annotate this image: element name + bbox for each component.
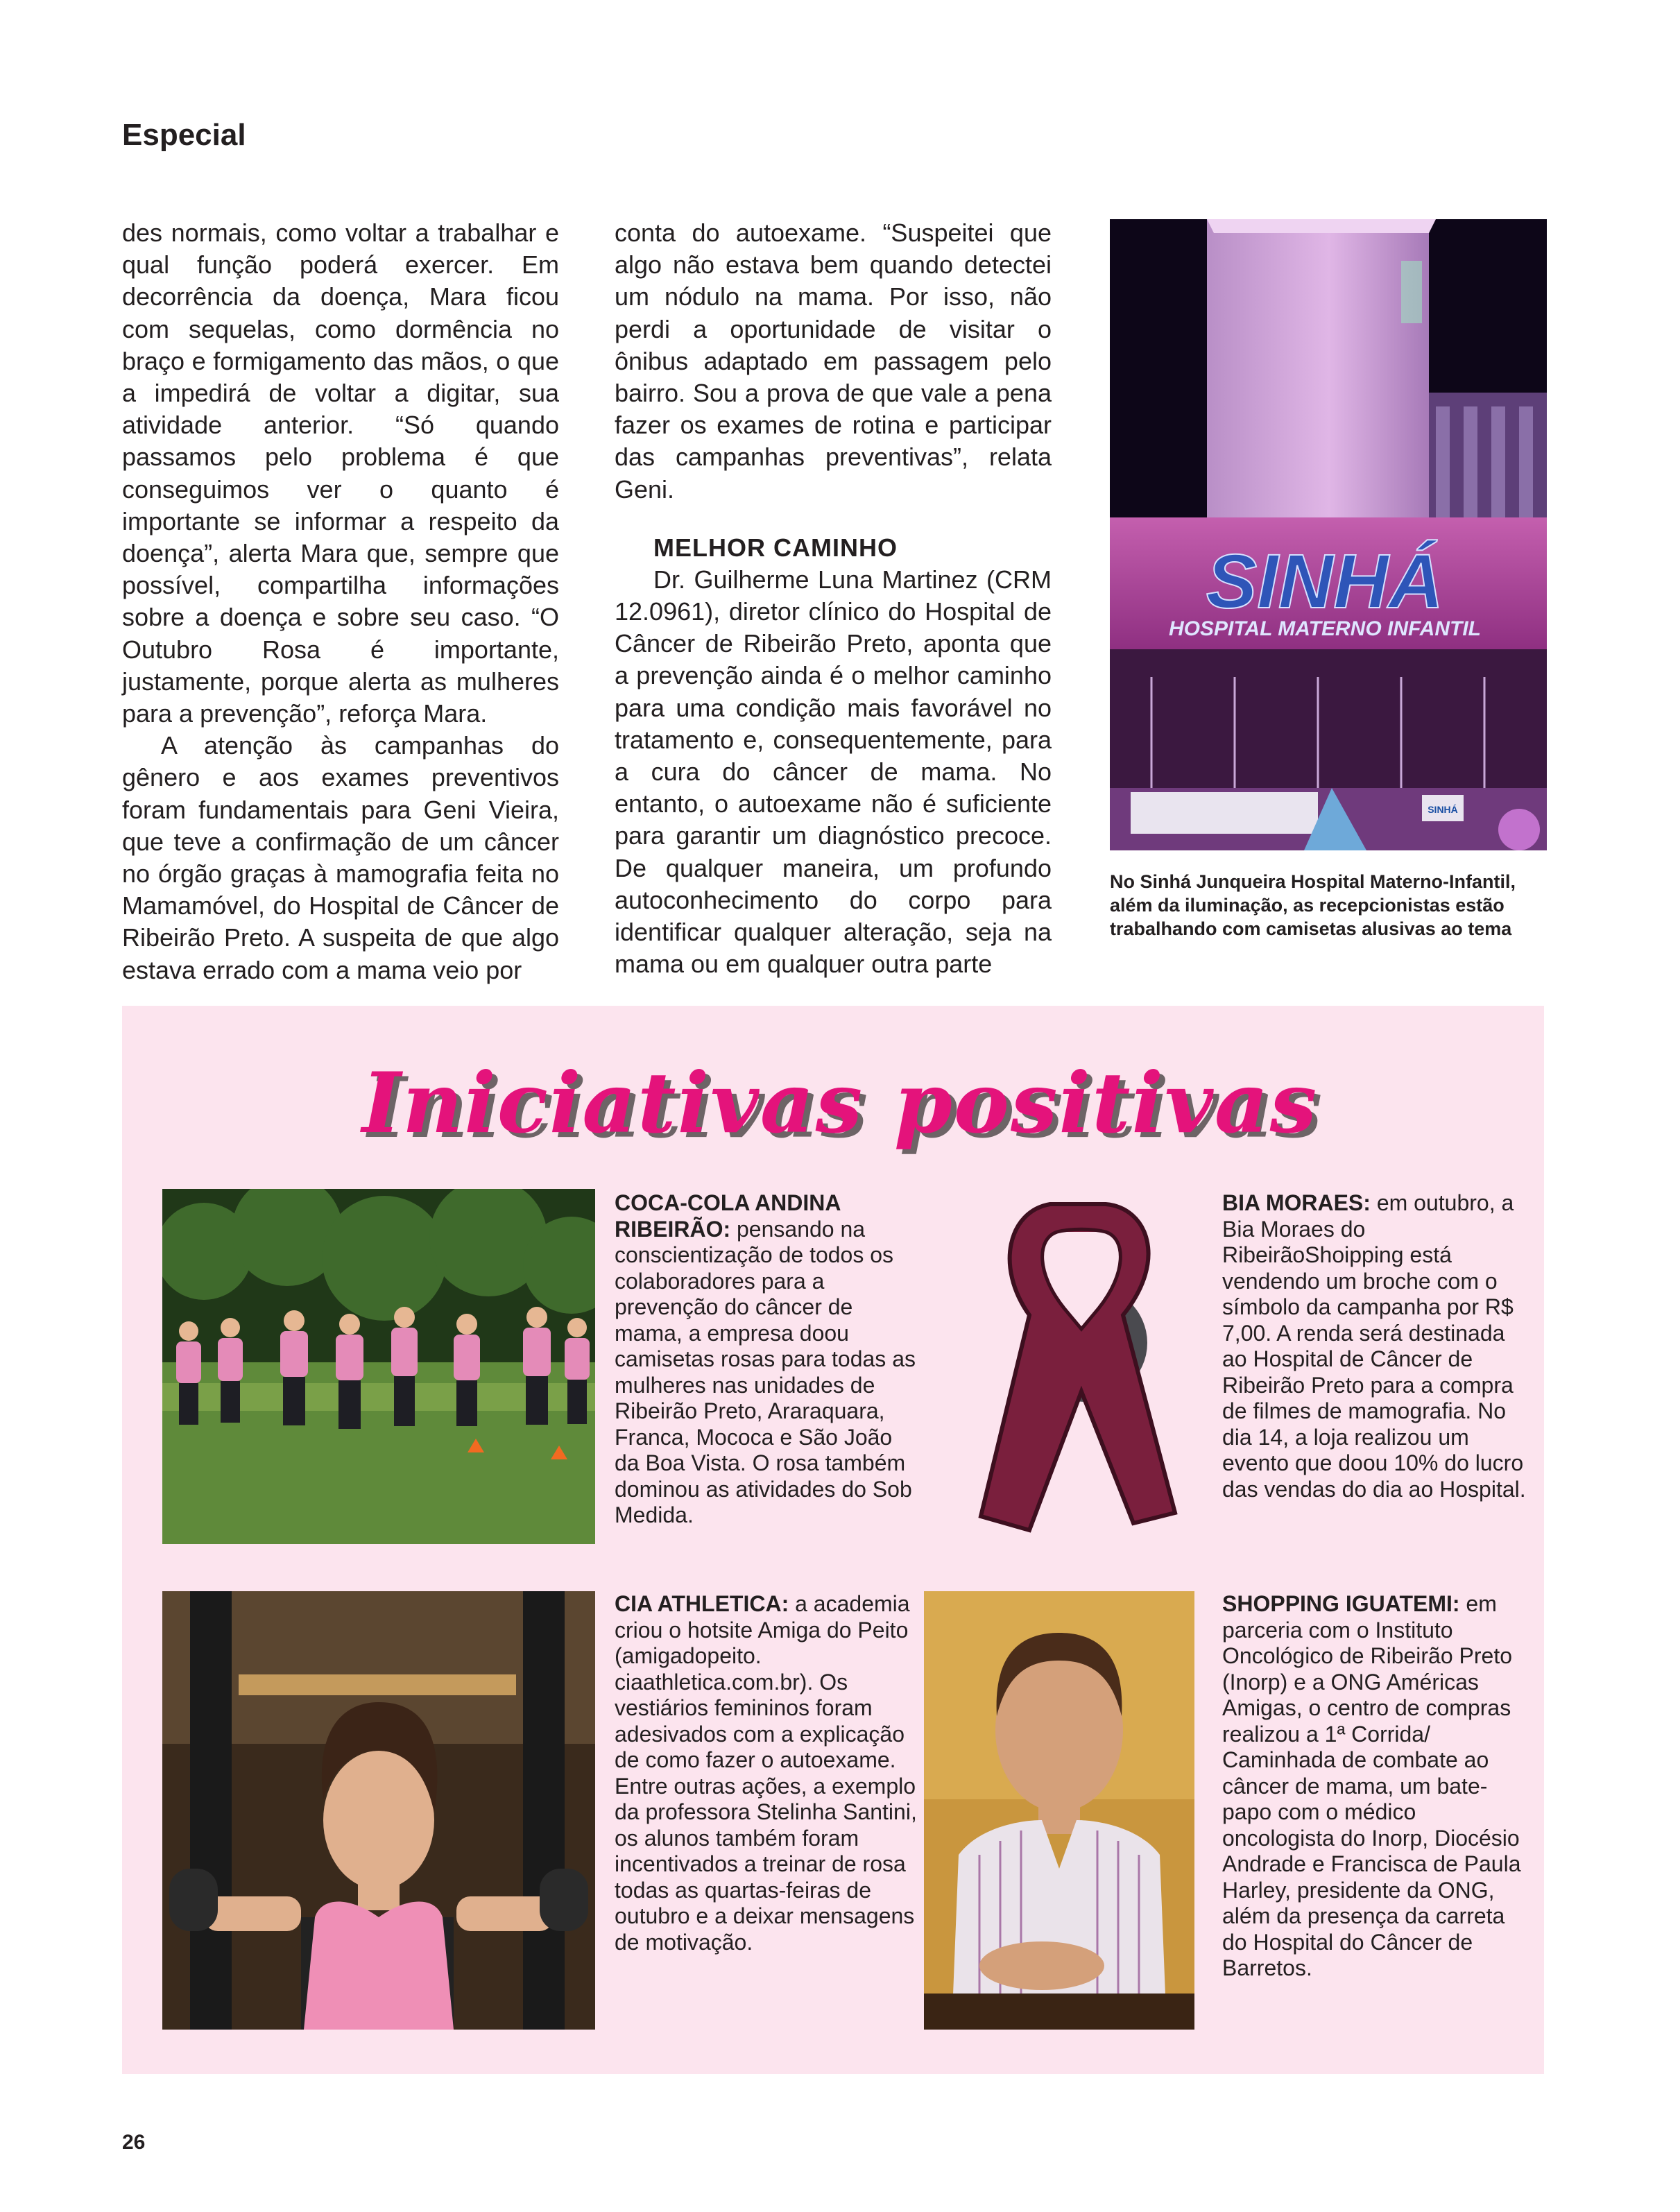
article-column-1 <box>122 217 559 986</box>
initiative-text: pensando na conscientização de todos os colaboradores para a prevenção do câncer de mama, a empresa doou camisetas rosas para todas as mulheres nas unidades de Ribeirão Preto, Araraquara, Franca, Mococa e São João da Boa Vista. O rosa também dominou as atividades do Sob Medida. <box>615 1216 916 1527</box>
paragraph: conta do autoexame. “Suspeitei que algo não estava bem quando detectei um nódulo na mama. Por isso, não perdi a oportunidade de visitar o ônibus adaptado em passagem pelo bairro. Sou a prova de que vale a pena fazer os exames de rotina e participar das campanhas preventivas”, relata Geni. <box>615 218 1052 504</box>
initiative-coca-cola <box>615 1190 920 1529</box>
pink-ribbon-icon <box>967 1190 1196 1551</box>
article-column-2 <box>615 217 1052 980</box>
initiative-bia-moraes <box>1222 1190 1527 1502</box>
initiative-cia-athletica <box>615 1591 920 1955</box>
initiative-iguatemi <box>1222 1591 1527 1982</box>
photo-caption: No Sinhá Junqueira Hospital Materno-Infantil, além da iluminação, as recepcionistas estão trabalhando com camisetas alusivas ao tema <box>1110 871 1516 939</box>
hospital-photo <box>1110 219 1547 850</box>
paragraph: A atenção às campanhas do gênero e aos exames preventivos foram fundamentais para Geni Vieira, que teve a confirmação de um câncer no órgão graças à mamografia feita no Mamamóvel, do Hospital de Câncer de Ribeirão Preto. A suspeita de que algo estava errado com a mama veio por <box>122 731 559 984</box>
initiative-name: COCA-COLA ANDINA RIBEIRÃO: <box>615 1190 841 1242</box>
initiative-text: em parceria com o Instituto Oncológico de Ribeirão Preto (Inorp) e a ONG Américas Amigas, o centro de compras realizou a 1ª Corrida/ Caminhada de combate ao câncer de mama, um bate-papo com o médico oncologista do Inorp, Diocésio Andrade e Francisca de Paula Harley, presidente da ONG, além da presença da carreta do Hospital do Câncer de Barretos. <box>1222 1591 1521 1980</box>
sign-small: HOSPITAL MATERNO INFANTIL <box>1169 617 1481 640</box>
section-label: Especial <box>122 118 246 152</box>
initiative-name: CIA ATHLETICA: <box>615 1591 789 1616</box>
initiative-text: a academia criou o hotsite Amiga do Peito (amigadopeito. ciaathletica.com.br). Os vestiários femininos foram adesivados com a explicação de como fazer o autoexame. Entre outras ações, a exemplo da professora Stelinha Santini, os alunos também foram incentivados a treinar de rosa todas as quartas-feiras de outubro e a deixar mensagens de motivação. <box>615 1591 917 1955</box>
cia-athletica-photo <box>162 1591 595 2030</box>
paragraph: Dr. Guilherme Luna Martinez (CRM 12.0961), diretor clínico do Hospital de Câncer de Ribeirão Preto, aponta que a prevenção ainda é o melhor caminho para uma condição mais favorável no tratamento e, consequentemente, para a cura do câncer de mama. No entanto, o autoexame não é suficiente para garantir um diagnóstico precoce. De qualquer maneira, um profundo autoconhecimento do corpo para identificar qualquer alteração, seja na mama ou em qualquer outra parte <box>615 565 1052 979</box>
coca-cola-photo <box>162 1189 595 1544</box>
initiative-text: em outubro, a Bia Moraes do RibeirãoShoipping está vendendo um broche com o símbolo da campanha por R$ 7,00. A renda será destinada ao Hospital de Câncer de Ribeirão Preto para a compra de filmes de mamografia. No dia 14, a loja realizou um evento que doou 10% do lucro das vendas do dia ao Hospital. <box>1222 1190 1526 1502</box>
paragraph: des normais, como voltar a trabalhar e qual função poderá exercer. Em decorrência da doença, Mara ficou com sequelas, como dormência no braço e formigamento das mãos, o que a impedirá de voltar a digitar, sua atividade anterior. “Só quando passamos pelo problema é que conseguimos ver o quanto é importante se informar a respeito da doença”, alerta Mara que, sempre que possível, compartilha informações sobre a doença e sobre seu caso. “O Outubro Rosa é importante, justamente, porque alerta as mulheres para a prevenção”, reforça Mara. <box>122 218 559 728</box>
subheading: MELHOR CAMINHO <box>653 533 898 562</box>
box-title: Iniciativas positivas <box>361 1054 1319 1152</box>
sign-big: SINHÁ <box>1206 539 1444 624</box>
iguatemi-photo <box>924 1591 1194 2030</box>
initiative-name: BIA MORAES: <box>1222 1190 1371 1215</box>
door-sign: SINHÁ <box>1428 804 1458 815</box>
page-number: 26 <box>122 2131 146 2154</box>
initiative-name: SHOPPING IGUATEMI: <box>1222 1591 1460 1616</box>
